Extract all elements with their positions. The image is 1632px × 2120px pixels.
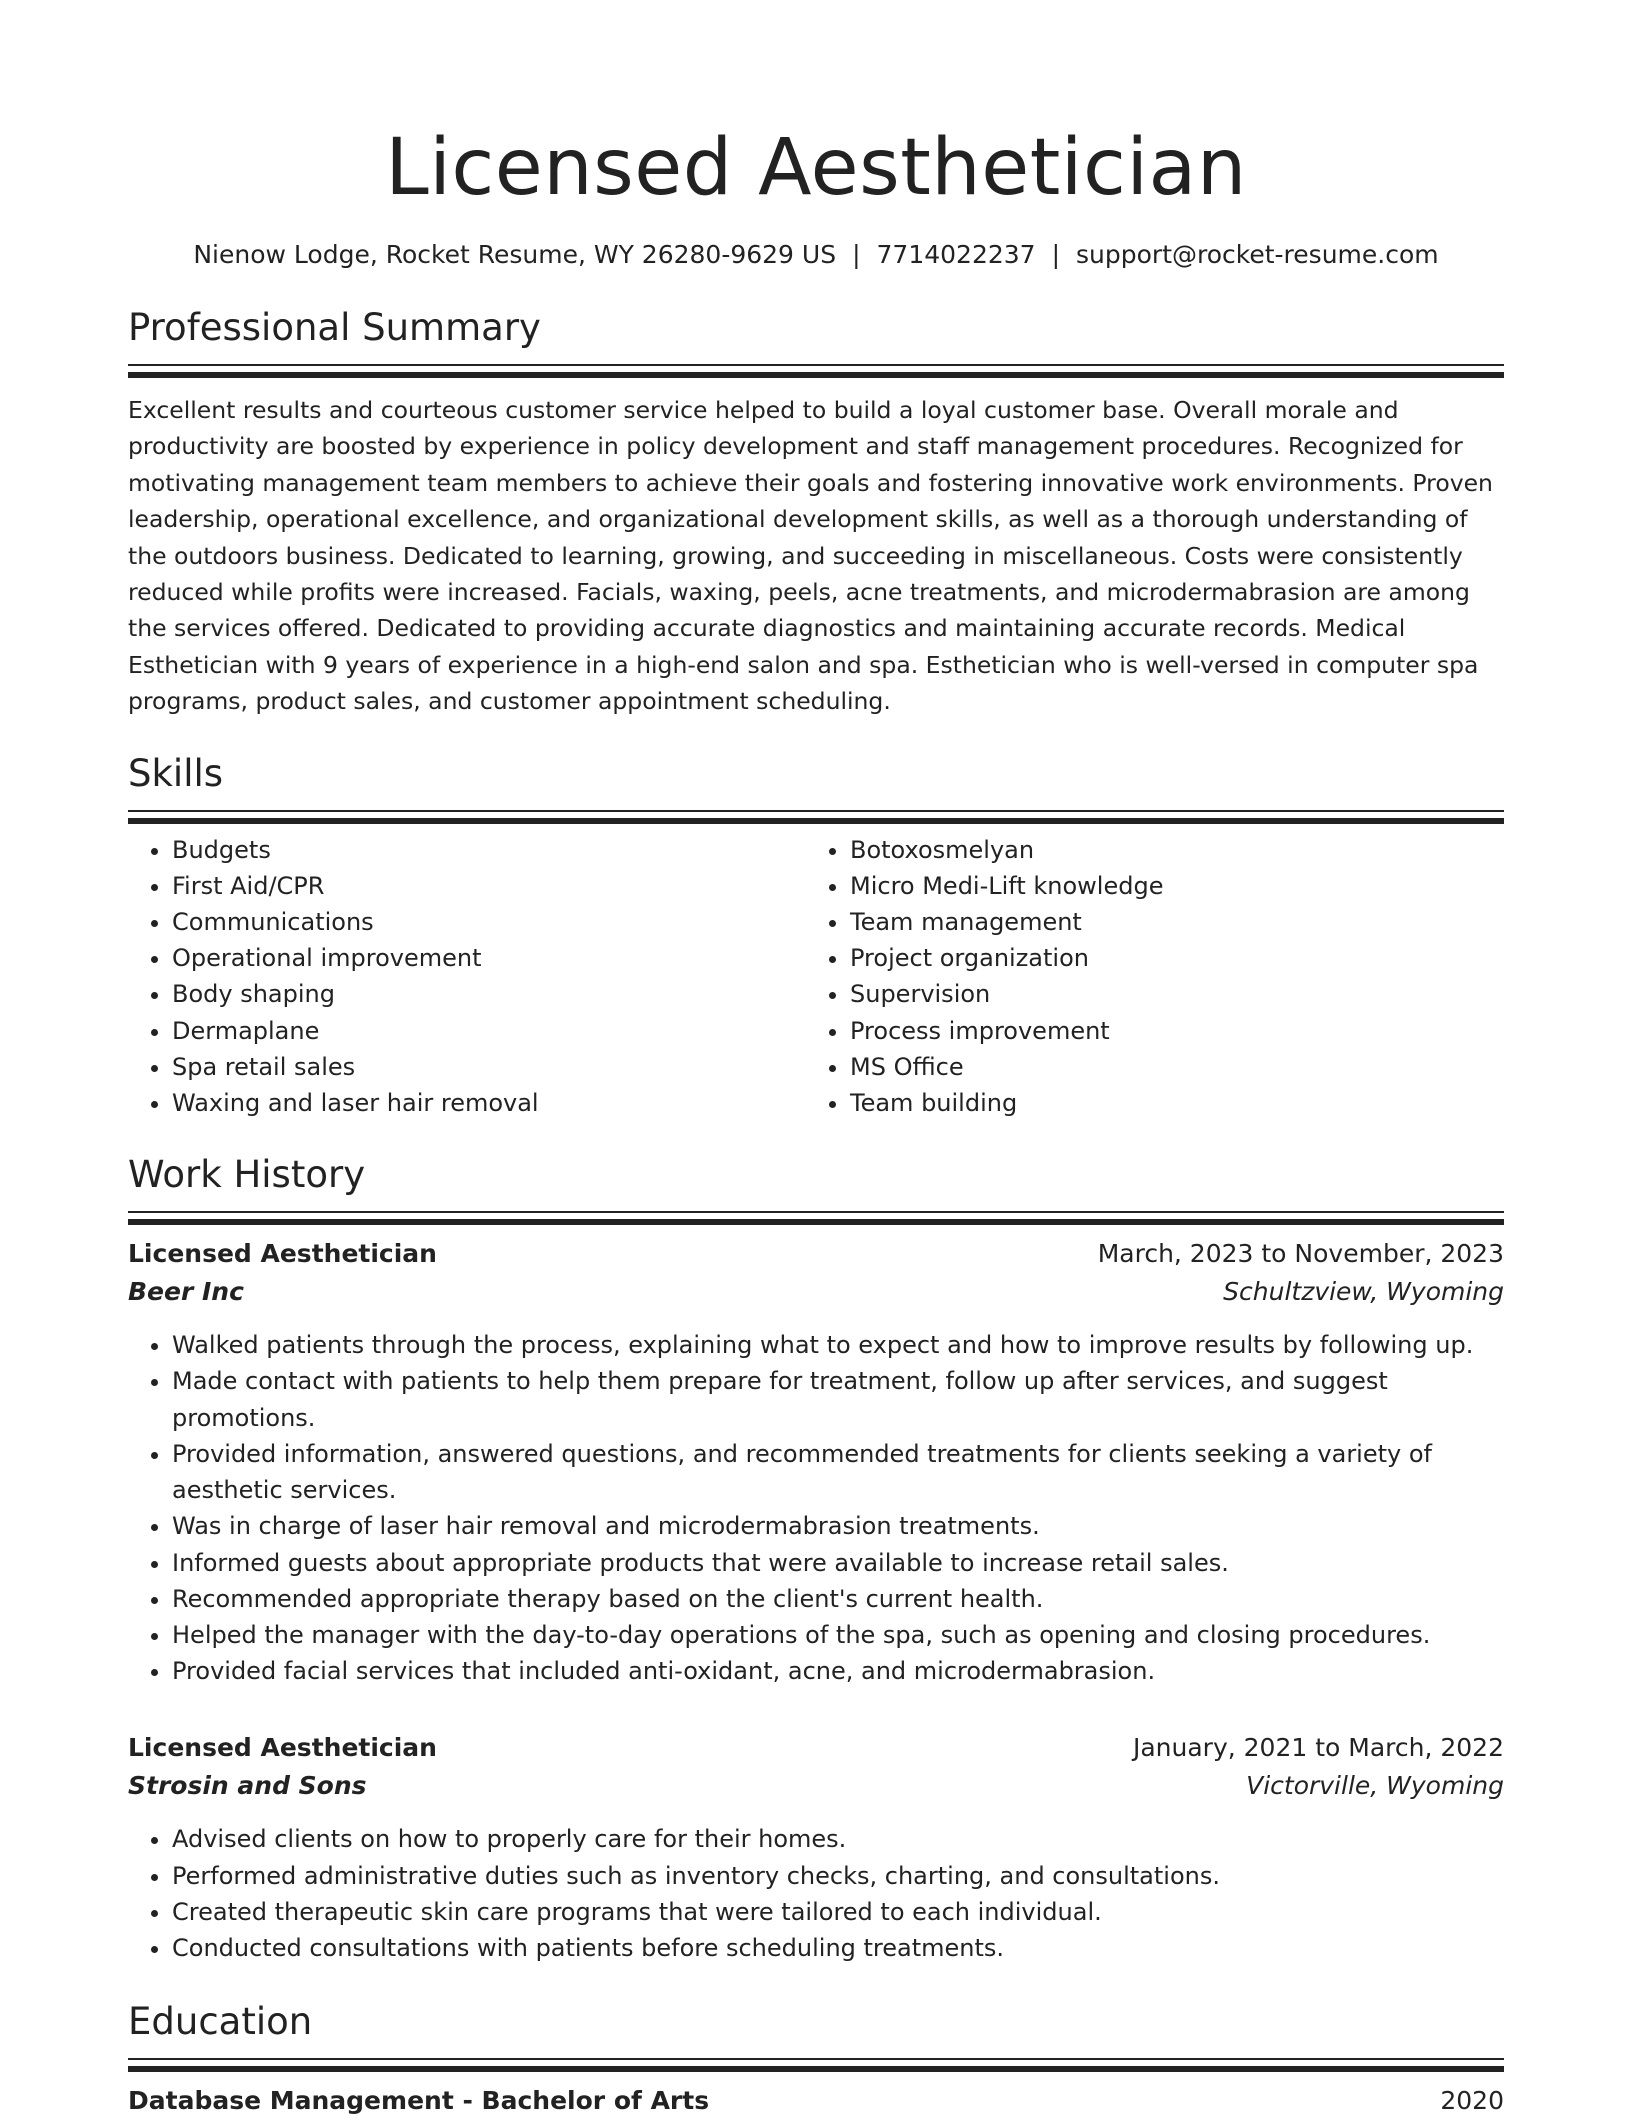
job-bullet: • Advised clients on how to properly care for their homes. [172,1821,1504,1857]
job-bullet: • Provided facial services that included anti-oxidant, acne, and microdermabrasion. [172,1653,1504,1689]
skill-item: • Operational improvement [172,940,806,976]
skill-item: • MS Office [850,1049,1484,1085]
candidate-name: Licensed Aesthetician [385,123,1247,213]
resume-page [128,0,1504,2120]
professional-summary-section [128,304,1504,720]
section-divider [128,364,1504,366]
skill-item: • Spa retail sales [172,1049,806,1085]
job-header-row [128,1235,1504,1273]
skill-item: • Team management [850,904,1484,940]
job-bullet: • Performed administrative duties such as inventory checks, charting, and consultations. [172,1858,1504,1894]
section-divider [128,1211,1504,1213]
job-header-row [128,1729,1504,1767]
skills-column-right [806,832,1484,1122]
skill-item: • Botoxosmelyan [850,832,1484,868]
skill-item: • Project organization [850,940,1484,976]
skill-item: • Process improvement [850,1013,1484,1049]
skills-grid [128,832,1504,1122]
contact-line [128,238,1504,272]
skill-item: • Dermaplane [172,1013,806,1049]
job-bullet: • Recommended appropriate therapy based on the client's current health. [172,1581,1504,1617]
job-dates: January, 2021 to March, 2022 [1132,1733,1504,1763]
job-bullet: • Provided information, answered questions, and recommended treatments for clients seeking a variety of aesthetic services. [172,1436,1504,1508]
skills-section [128,750,1504,1122]
contact-address: Nienow Lodge, Rocket Resume, WY 26280-9629 US [193,240,837,269]
section-title-work: Work History [128,1153,366,1197]
contact-phone: 7714022237 [876,240,1036,269]
job-location: Victorville, Wyoming [1246,1771,1504,1801]
job-entry [128,1235,1504,1689]
job-bullet-list [128,1821,1504,1966]
job-bullet: • Walked patients through the process, explaining what to expect and how to improve results by following up. [172,1327,1504,1363]
job-company: Strosin and Sons [128,1771,367,1801]
job-company-row [128,1273,1504,1311]
skill-item: • Supervision [850,976,1484,1012]
skills-column-left [128,832,806,1122]
job-location: Schultzview, Wyoming [1223,1277,1504,1307]
work-history-section [128,1151,1504,1966]
summary-text: Excellent results and courteous customer service helped to build a loyal customer base. Overall morale and productivity are boosted by experience in policy development and staff management procedures. Recognized for motivating management team members to achieve their goals and fostering innovative work environments. Proven leadership, operational excellence, and organizational development skills, as well as a thorough understanding of the outdoors business. Dedicated to learning, growing, and succeeding in miscellaneous. Costs were consistently reduced while profits were increased. Facials, waxing, peels, acne treatments, and microdermabrasion are among the services offered. Dedicated to providing accurate diagnostics and maintaining accurate records. Medical Esthetician with 9 years of experience in a high-end salon and spa. Esthetician who is well-versed in computer spa programs, product sales, and customer appointment scheduling. [128,396,1493,716]
education-degree: Database Management - Bachelor of Arts [128,2086,710,2116]
section-title-education: Education [128,2000,313,2044]
job-bullet: • Created therapeutic skin care programs that were tailored to each individual. [172,1894,1504,1930]
job-entry [128,1729,1504,1966]
section-title-summary: Professional Summary [128,306,541,349]
skill-item: • Body shaping [172,976,806,1012]
skill-item: • Budgets [172,832,806,868]
education-header-row [128,2082,1504,2120]
job-title: Licensed Aesthetician [128,1239,437,1269]
job-bullet: • Was in charge of laser hair removal and microdermabrasion treatments. [172,1508,1504,1544]
job-company: Beer Inc [128,1277,244,1307]
contact-separator: | [1051,240,1061,269]
skill-item: • Waxing and laser hair removal [172,1085,806,1121]
skill-item: • Team building [850,1085,1484,1121]
job-company-row [128,1767,1504,1805]
skill-item: • Communications [172,904,806,940]
section-divider [128,2058,1504,2060]
skill-item: • First Aid/CPR [172,868,806,904]
job-bullet: • Conducted consultations with patients before scheduling treatments. [172,1930,1504,1966]
section-divider [128,810,1504,812]
job-dates: March, 2023 to November, 2023 [1097,1239,1504,1269]
job-bullet-list [128,1327,1504,1689]
education-section [128,1998,1504,2120]
section-title-skills: Skills [128,751,224,795]
education-entry [128,2082,1504,2120]
contact-email: support@rocket-resume.com [1076,240,1439,269]
job-bullet: • Helped the manager with the day-to-day operations of the spa, such as opening and closing procedures. [172,1617,1504,1653]
job-bullet: • Informed guests about appropriate products that were available to increase retail sales. [172,1545,1504,1581]
job-bullet: • Made contact with patients to help them prepare for treatment, follow up after services, and suggest promotions. [172,1363,1504,1435]
education-year: 2020 [1440,2086,1504,2116]
contact-separator: | [852,240,861,269]
job-title: Licensed Aesthetician [128,1733,437,1763]
skill-item: • Micro Medi-Lift knowledge [850,868,1484,904]
